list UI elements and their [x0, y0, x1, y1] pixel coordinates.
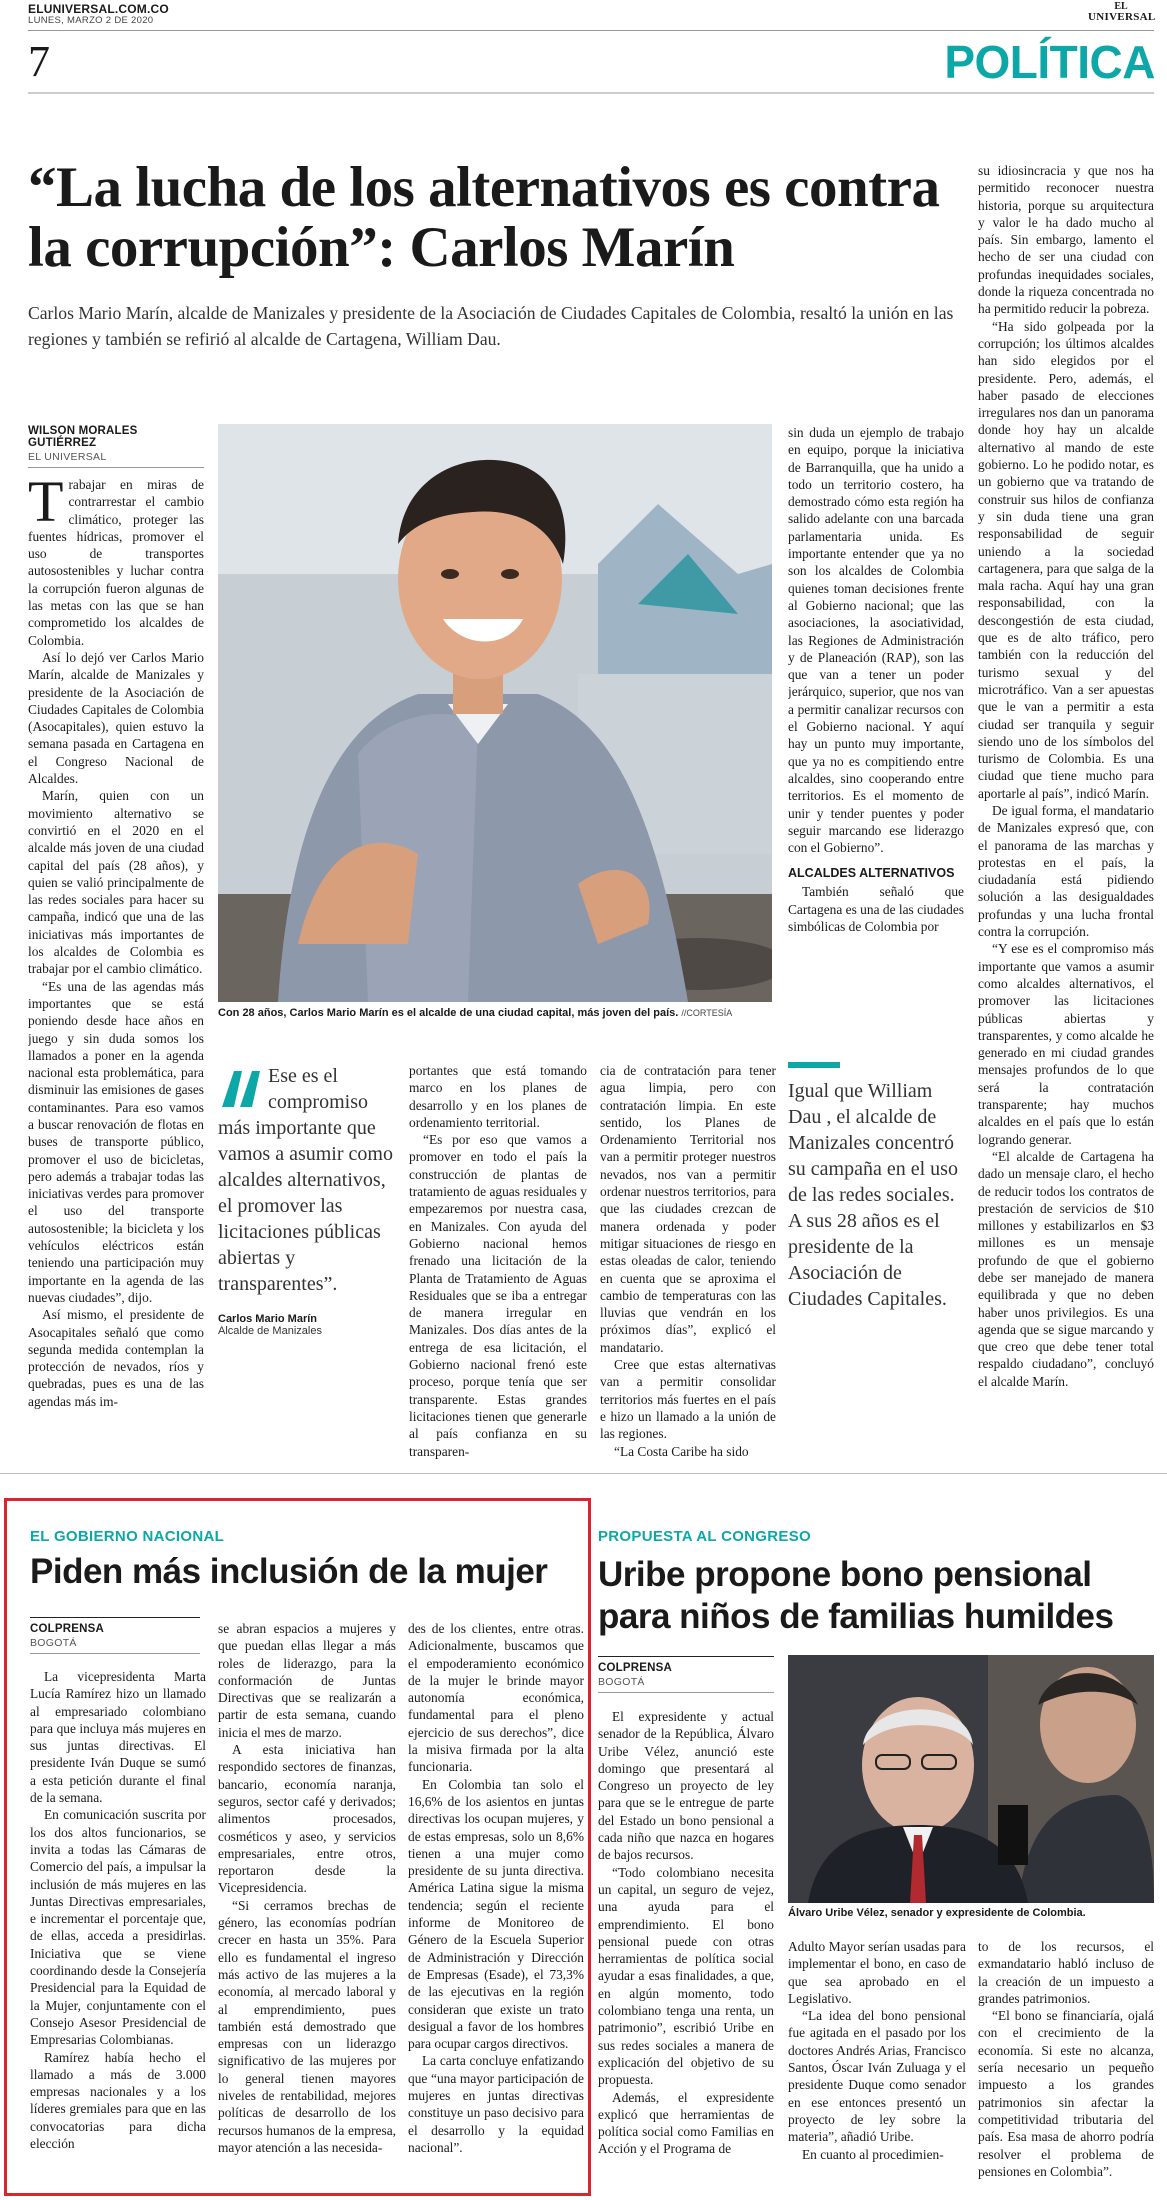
women-col-2	[218, 1620, 396, 2188]
uribe-byline	[598, 1656, 774, 1693]
main-col-5	[788, 424, 964, 1026]
paragraph: “El alcalde de Cartagena ha dado un mensaje claro, el hecho de reducir todos los contratos de prestación de servicios de $10 millones y estabilizarlos en $3 millones es un mensaje profundo de que el gobierno debe ser manejado de manera equilibrada y que no deben haber unos privilegios. Es una agenda que se sigue marcando y que creo que debe tener total respaldo ciudadano”, concluyó el alcalde Marín.	[978, 1148, 1154, 1389]
paragraph: sin duda un ejemplo de trabajo en equipo, porque la iniciativa de Barranquilla, que ha unido a todo un territorio costero, ha demostrado cómo esta región ha salido adelante con una barcada parlamentaria unida. Es importante entender que ya no son los alcaldes de Colombia quienes toman decisiones frente al Gobierno nacional; que las asociaciones, la asociatividad, las Regiones de Administración y de Planeación (RAP), son las que van a tener un poder jerárquico, superior, que nos van a permitir canalizar recursos con el Gobierno nacional. Y aquí hay un punto muy importante, que ya no es compitiendo entre alcaldes, sino cooperando entre territorios. Es el momento de unir y tender puentes y poder seguir marcando ese liderazgo con el Gobierno”.	[788, 425, 964, 856]
main-deck: Carlos Mario Marín, alcalde de Manizales y presidente de la Asociación de Ciudades Capitales de Colombia, resaltó la unión en las regiones y también se refirió al alcalde de Cartagena, William Dau.	[28, 303, 954, 349]
pull-quote-2-text: Igual que William Dau , el alcalde de Manizales concentró su campaña en el uso de las redes sociales. A sus 28 años es el presidente de la Asociación de Ciudades Capitales.	[788, 1080, 958, 1310]
byline-org: BOGOTÁ	[30, 1637, 200, 1654]
paragraph: Además, el expresidente explicó que herramientas de política social como Familias en Acción y el Programa de	[598, 2089, 774, 2157]
uribe-headline: Uribe propone bono pensional para niños de familias humildes	[598, 1555, 1114, 1636]
masthead-logo	[1088, 1, 1154, 23]
section-rule	[28, 92, 1154, 94]
paragraph: También señaló que Cartagena es una de las ciudades simbólicas de Colombia por	[788, 884, 964, 935]
paragraph: Así mismo, el presidente de Asocapitales señaló que como segunda medida contemplan la protección de nevados, ríos y quebradas, pues es una de las agendas más im-	[28, 1307, 204, 1409]
subhead: ALCALDES ALTERNATIVOS	[788, 866, 955, 881]
main-byline	[28, 425, 204, 468]
uribe-col-2	[788, 1938, 966, 2192]
main-col-6	[978, 162, 1154, 1468]
dropcap: T	[28, 476, 64, 534]
section-divider	[0, 1473, 1167, 1474]
paragraph: En cuanto al procedimien-	[802, 2146, 944, 2162]
logo-line2: UNIVERSAL	[1088, 11, 1156, 23]
paragraph: “Ha sido golpeada por la corrupción; los últimos alcaldes han sido elegidos por el presidente. Pero, además, el haber pasado de elecciones irregulares nos dan un panorama donde hoy hay un alcalde alternativo al mando de este gobierno. Lo he podido notar, es un gobierno que va tratando de construir sus hilos de confianza y sin duda tiene una gran responsabilidad de seguir uniendo a la sociedad cartagenera, para que salga de la mala racha. Aquí hay una gran responsabilidad, con la descongestión de esta ciudad, que es de alto tráfico, pero también con la reducción del turismo sexual y del microtráfico. Van a ser apuestas que le van a permitir a esta ciudad ser tranquila y seguir siendo uno de los símbolos del turismo de Colombia. Es una ciudad que tiene mucho para aportarle al país”, indicó Marín.	[978, 318, 1154, 801]
section-title: POLÍTICA	[944, 36, 1155, 88]
byline-author: WILSON MORALES GUTIÉRREZ	[28, 425, 138, 449]
paragraph: Adulto Mayor serían usadas para implementar el bono, en caso de que sea aprobado en el Legislativo.	[788, 1939, 966, 2006]
paragraph: “Y ese es el compromiso más importante que vamos a asumir como alcaldes alternativos, el promover las licitaciones públicas abiertas y transparentes, y como alcalde he generado en mi ciudad grandes mensajes profundos de lo que será la contratación transparente; hay muchos alcaldes en el país que lo están logrando generar.	[978, 941, 1154, 1147]
uribe-kicker: PROPUESTA AL CONGRESO	[598, 1528, 811, 1545]
quote-text: Ese es el compromiso más importante que vamos a asumir como alcaldes alternativos, el promover las licitaciones públicas abiertas y transparentes”.	[218, 1065, 393, 1295]
main-headline: “La lucha de los alternativos es contra la corrupción”: Carlos Marín	[28, 156, 940, 279]
masthead-rule	[28, 30, 1154, 31]
main-col-4	[600, 1062, 776, 1468]
women-byline	[30, 1617, 200, 1654]
women-col-1	[30, 1668, 206, 2188]
paragraph: De igual forma, el mandatario de Manizales expresó que, con el panorama de las marchas y protestas en el país, la ciudadanía está pidiendo solución a las desigualdades profundas y una lucha frontal contra la corrupción.	[978, 802, 1154, 940]
paragraph: El expresidente y actual senador de la República, Álvaro Uribe Vélez, anunció este domingo que presentará al Congreso un proyecto de ley para que se le entregue de parte del Estado un bono pensional a cada niño que nazca en hogares de bajos recursos.	[598, 1709, 774, 1863]
logo-line1: EL	[1114, 1, 1128, 12]
byline-author: COLPRENSA	[598, 1656, 774, 1674]
paragraph: “El bono se financiaría, ojalá con el crecimiento de la economía. Si este no alcanza, sería necesario un pequeño impuesto a los grandes patrimonios sin afectar la competitividad tributaria del país. Esa masa de ahorro podría resolver el problema de pensiones en Colombia”.	[978, 2008, 1154, 2179]
paragraph: A esta iniciativa han respondido sectores de finanzas, bancario, economía naranja, seguros, sector café y derivados; alimentos procesados, cosméticos y aseo, y servicios empresariales, entre otros, reportaron desde la Vicepresidencia.	[218, 1742, 396, 1896]
main-photo-caption	[218, 1006, 778, 1020]
uribe-photo-caption: Álvaro Uribe Vélez, senador y expresidente de Colombia.	[788, 1907, 1086, 1919]
byline-author: COLPRENSA	[30, 1617, 200, 1635]
paragraph: “Es una de las agendas más importantes que se está poniendo desde hace años en juego y sin duda somos los llamados a poner en la agenda nacional esta problemática, para disminuir las emisiones de gases contaminantes. Para eso vamos a buscar renovación de flotas en buses de transporte público, promover el uso de bicicletas, pero además a trabajar todas las iniciativas verdes para promover el uso del transporte autosostenible; la bicicleta y los vehículos eléctricos están teniendo una participación muy importante en la agenda de las nuevas ciudades”, dijo.	[28, 978, 204, 1305]
byline-org: EL UNIVERSAL	[28, 451, 204, 468]
paragraph: La carta concluye enfatizando que “una mayor participación de mujeres en juntas directivas constituye un paso decisivo para el desarrollo y la equidad nacional”.	[408, 2053, 584, 2155]
paragraph: Marín, quien con un movimiento alternativo se convirtió en el 2020 en el alcalde más joven de una ciudad capital del país (28 años), y quien se valió principalmente de las redes sociales para hacer su campaña, indicó que una de las iniciativas más importantes de los alcaldes de Colombia es trabajar por el cambio climático.	[28, 788, 204, 977]
uribe-col-3	[978, 1938, 1154, 2192]
pull-quote-2	[788, 1062, 964, 1312]
paragraph: rabajar en miras de contrarrestar el cambio climático, proteger las fuentes hídricas, promover el uso de transportes autosostenibles y luchar contra la corrupción fueron algunas de las metas con las que se han comprometido los alcaldes de Colombia.	[28, 477, 204, 648]
paragraph: “Todo colombiano necesita un capital, un seguro de vejez, una ayuda para el emprendimiento. El bono pensional puede con otras herramientas de política social ayudar a esas finalidades, a que, en algún momento, todo colombiano tenga una renta, un patrimonio”, escribió Uribe en sus redes sociales a manera de explicación del objetivo de su propuesta.	[598, 1864, 774, 2088]
women-headline: Piden más inclusión de la mujer	[30, 1552, 548, 1591]
pull-quote	[218, 1063, 398, 1337]
issue-date: LUNES, MARZO 2 DE 2020	[28, 15, 154, 26]
paragraph: Cree que estas alternativas van a permitir consolidar territorios más fuertes en el país e hizo un llamado a la unión de las regiones.	[600, 1357, 776, 1442]
paragraph: En Colombia tan solo el 16,6% de los asientos en juntas directivas los ocupan mujeres, y de estas empresas, solo un 8,6% tienen a una mujer como presidente de su junta directiva. América Latina sigue la misma tendencia; según el reciente informe de Monitoreo de Género de la Escuela Superior de Administración y Dirección de Empresas (Esade), el 73,3% de las ejecutivas en la región consideran que existe un trato desigual a favor de los hombres para ocupar cargos directivos.	[408, 1776, 584, 2052]
uribe-illustration	[788, 1655, 1154, 1903]
paragraph: En comunicación suscrita por los dos altos funcionarios, se invita a todas las Cámaras de Comercio del país, a impulsar la inclusión de más mujeres en las Juntas Directivas empresariales, e incrementar el porcentaje que, de ellas, acceda a presidirlas. Iniciativa que se viene coordinando desde la Consejería Presidencial para la Equidad de la Mujer, conjuntamente con el Consejo Asesor Presidencial de Empresarias Colombianas.	[30, 1807, 206, 2048]
paragraph: su idiosincracia y que nos ha permitido reconocer nuestra historia, porque su arquitectura y valor le ha dado mucho al país. Sin embargo, lamento el hecho de ser una ciudad con profundas inequidades sociales, donde la riqueza concentrada no ha permitido reducir la pobreza.	[978, 163, 1154, 317]
paragraph: cia de contratación para tener agua limpia, pero con contratación limpia. En este sentido, los Planes de Ordenamiento Territorial nos van a permitir proteger nuestros nevados, nos van a permitir ordenar nuestros territorios, para que las ciudades crezcan de manera ordenada y poder mitigar situaciones de riesgo en estas oleadas de calor, teniendo en cuenta que se aproxima el cambio de temperaturas con las lluvias que vendrán en los próximos días”, explicó el mandatario.	[600, 1063, 776, 1355]
paragraph: “Es por eso que vamos a promover en todo el país la construcción de plantas de tratamiento de aguas residuales y empezaremos por nuestra casa, en Manizales. Con ayuda del Gobierno nacional hemos frenado una licitación de la Planta de Tratamiento de Aguas Residuales que se iba a entregar de manera irregular en Manizales. Dos días antes de la entrega de esa licitación, el Gobierno nacional frenó este proceso, porque tenía que ser transparente. Estas grandes licitaciones tienen que generarle al país confianza en su transparen-	[409, 1132, 587, 1459]
caption-text: Con 28 años, Carlos Mario Marín es el alcalde de una ciudad capital, más joven del país.	[218, 1007, 679, 1019]
paragraph: to de los recursos, el exmandatario habló incluso de la creación de un impuesto a grandes patrimonios.	[978, 1939, 1154, 2006]
paragraph: se abran espacios a mujeres y que puedan ellas llegar a más roles de liderazgo, para la conformación de Juntas Directivas que se realizarán a partir de esta semana, cuando inicia el mes de marzo.	[218, 1621, 396, 1740]
women-col-3	[408, 1620, 584, 2188]
main-col-3	[409, 1062, 587, 1468]
paragraph: “La Costa Caribe ha sido	[614, 1443, 749, 1459]
quote-marks-icon	[218, 1067, 262, 1111]
paragraph: “La idea del bono pensional fue agitada en el pasado por los doctores Andrés Arias, Francisco Santos, Óscar Iván Zuluaga y el presidente Duque como senador en ese entonces presentó un proyecto de ley sobre la materia”, añadió Uribe.	[788, 2008, 966, 2145]
byline-org: BOGOTÁ	[598, 1676, 774, 1693]
paragraph: Así lo dejó ver Carlos Mario Marín, alcalde de Manizales y presidente de la Asociación de Ciudades Capitales de Colombia (Asocapitales), quien estuvo la semana pasada en Cartagena en el Congreso Nacional de Alcaldes.	[28, 649, 204, 787]
site-url: ELUNIVERSAL.COM.CO	[28, 2, 169, 16]
paragraph: Ramírez había hecho el llamado a más de 3.000 empresas nacionales y a los líderes gremiales para que en las convocatorias para dicha elección	[30, 2049, 206, 2152]
quote-role: Alcalde de Manizales	[218, 1325, 322, 1337]
uribe-photo	[788, 1655, 1154, 1903]
paragraph: La vicepresidenta Marta Lucía Ramírez hizo un llamado al empresariado colombiano para que incluya más mujeres en sus juntas directivas. El presidente Iván Duque se sumó a esta petición durante el final de la semana.	[30, 1669, 206, 1806]
main-photo	[218, 424, 772, 1002]
portrait-illustration	[218, 424, 772, 1002]
main-col-1	[28, 476, 204, 1468]
quote-author: Carlos Mario Marín	[218, 1313, 318, 1325]
page-number: 7	[28, 37, 50, 86]
uribe-col-1	[598, 1708, 774, 2192]
paragraph: des de los clientes, entre otras. Adicionalmente, buscamos que el empoderamiento económico de la mujer le brinde mayor autonomía económica, fundamental para el pleno ejercicio de sus derechos”, dice la misiva firmada por la alta funcionaria.	[408, 1621, 584, 1775]
paragraph: “Si cerramos brechas de género, las economías podrían crecer en hasta un 35%. Para ello es fundamental el ingreso más activo de las mujeres a la economía, al mercado laboral y al emprendimiento, pues también está demostrado que empresas con un liderazgo significativo de las mujeres por lo general tienen mayores niveles de rentabilidad, mejores políticas de desarrollo de los recursos humanos de la empresa, mayor atención a las necesida-	[218, 1897, 396, 2155]
women-kicker: EL GOBIERNO NACIONAL	[30, 1528, 225, 1545]
paragraph: portantes que está tomando marco en los planes de desarrollo y en los planes de ordenamiento territorial.	[409, 1063, 587, 1130]
photo-credit: //CORTESÍA	[681, 1008, 733, 1018]
accent-bar	[788, 1062, 840, 1068]
